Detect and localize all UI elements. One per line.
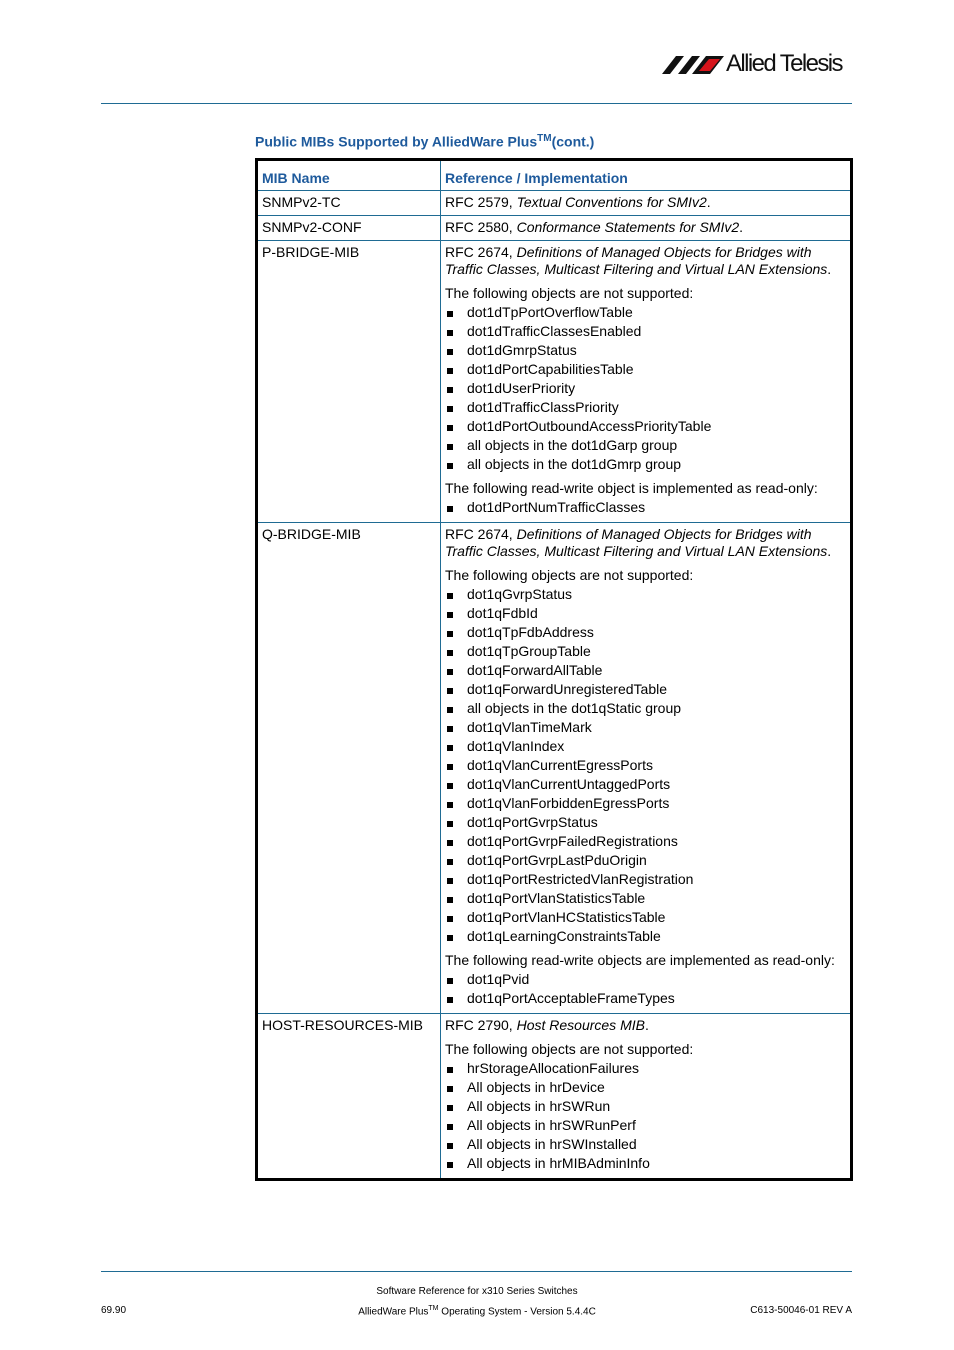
not-supported-label: The following objects are not supported: — [445, 1041, 694, 1057]
list-item: dot1qPortRestrictedVlanRegistration — [445, 871, 846, 888]
rfc-suffix: . — [739, 219, 744, 235]
logo-mark-icon — [662, 54, 724, 76]
mib-reference — [441, 191, 852, 216]
list-item: dot1dTrafficClassPriority — [445, 399, 846, 416]
rfc-title: Definitions of Managed Objects for Bridges with Traffic Classes, Multicast Filtering and Virtual LAN Extensions — [445, 244, 828, 277]
list-item: dot1qVlanForbiddenEgressPorts — [445, 795, 846, 812]
read-only-list — [445, 499, 846, 516]
table-header-row — [257, 160, 852, 191]
column-header-mib-name: MIB Name — [257, 160, 441, 191]
mib-table — [255, 158, 853, 1181]
rfc-reference — [445, 526, 846, 560]
mib-name: SNMPv2-CONF — [257, 216, 441, 241]
mib-reference — [441, 523, 852, 1014]
rfc-number: RFC 2674, — [445, 244, 517, 260]
page-number: 69.90 — [101, 1305, 127, 1316]
list-item: dot1qVlanCurrentEgressPorts — [445, 757, 846, 774]
list-item: dot1qPortVlanStatisticsTable — [445, 890, 846, 907]
list-item: All objects in hrSWRunPerf — [445, 1117, 846, 1134]
list-item: all objects in the dot1qStatic group — [445, 700, 846, 717]
mib-name: SNMPv2-TC — [257, 191, 441, 216]
list-item: dot1qFdbId — [445, 605, 846, 622]
list-item: dot1dTrafficClassesEnabled — [445, 323, 846, 340]
footer-rule — [101, 1271, 852, 1272]
list-item: dot1dTpPortOverflowTable — [445, 304, 846, 321]
rfc-title: Conformance Statements for SMIv2 — [516, 219, 740, 235]
footer-trademark: TM — [428, 1305, 439, 1312]
rfc-reference — [445, 244, 846, 278]
rfc-title: Definitions of Managed Objects for Bridges with Traffic Classes, Multicast Filtering and Virtual LAN Extensions — [445, 526, 828, 559]
mib-name: P-BRIDGE-MIB — [257, 241, 441, 523]
rfc-title: Host Resources MIB — [516, 1017, 645, 1033]
list-item: dot1qForwardAllTable — [445, 662, 846, 679]
list-item: dot1qPortGvrpFailedRegistrations — [445, 833, 846, 850]
table-row — [257, 191, 852, 216]
list-item: dot1qGvrpStatus — [445, 586, 846, 603]
rfc-reference — [445, 194, 846, 211]
list-item: dot1qPvid — [445, 971, 846, 988]
mib-reference — [441, 1014, 852, 1180]
footer-product: AlliedWare Plus — [358, 1306, 429, 1318]
table-row — [257, 523, 852, 1014]
list-item: dot1qVlanIndex — [445, 738, 846, 755]
footer-title-text: Software Reference for x310 Series Switches — [376, 1286, 578, 1297]
rfc-reference — [445, 219, 846, 236]
footer-title — [0, 1286, 954, 1297]
allied-telesis-logo — [662, 52, 854, 78]
rfc-suffix: . — [827, 543, 832, 559]
list-item: dot1qPortAcceptableFrameTypes — [445, 990, 846, 1007]
caption-text: Public MIBs Supported by AlliedWare Plus — [255, 133, 538, 150]
rfc-number: RFC 2790, — [445, 1017, 517, 1033]
list-item: dot1dPortNumTrafficClasses — [445, 499, 846, 516]
caption-suffix: (cont.) — [551, 133, 595, 150]
not-supported-list — [445, 1060, 846, 1172]
rfc-reference — [445, 1017, 846, 1034]
list-item: dot1dPortOutboundAccessPriorityTable — [445, 418, 846, 435]
list-item: dot1qLearningConstraintsTable — [445, 928, 846, 945]
list-item: dot1dPortCapabilitiesTable — [445, 361, 846, 378]
mib-reference — [441, 241, 852, 523]
logo-text: Allied Telesis — [726, 50, 842, 77]
list-item: all objects in the dot1dGarp group — [445, 437, 846, 454]
read-only-label: The following read-write objects are implemented as read-only: — [445, 952, 835, 968]
mib-name: HOST-RESOURCES-MIB — [257, 1014, 441, 1180]
column-header-reference: Reference / Implementation — [441, 160, 852, 191]
header-rule — [101, 103, 852, 104]
list-item: dot1dUserPriority — [445, 380, 846, 397]
caption-trademark: TM — [537, 133, 552, 144]
not-supported-list — [445, 304, 846, 473]
table-row — [257, 216, 852, 241]
not-supported-label: The following objects are not supported: — [445, 567, 694, 583]
list-item: All objects in hrSWRun — [445, 1098, 846, 1115]
mib-name: Q-BRIDGE-MIB — [257, 523, 441, 1014]
list-item: All objects in hrMIBAdminInfo — [445, 1155, 846, 1172]
list-item: dot1qTpGroupTable — [445, 643, 846, 660]
rfc-suffix: . — [644, 1017, 649, 1033]
list-item: All objects in hrDevice — [445, 1079, 846, 1096]
list-item: dot1qPortVlanHCStatisticsTable — [445, 909, 846, 926]
list-item: dot1qVlanTimeMark — [445, 719, 846, 736]
list-item: all objects in the dot1dGmrp group — [445, 456, 846, 473]
rfc-number: RFC 2579, — [445, 194, 517, 210]
mib-reference — [441, 216, 852, 241]
document-code: C613-50046-01 REV A — [750, 1305, 852, 1316]
read-only-label: The following read-write object is implemented as read-only: — [445, 480, 818, 496]
list-item: dot1qVlanCurrentUntaggedPorts — [445, 776, 846, 793]
table-caption — [255, 133, 594, 150]
list-item: dot1qTpFdbAddress — [445, 624, 846, 641]
read-only-list — [445, 971, 846, 1007]
list-item: dot1qForwardUnregisteredTable — [445, 681, 846, 698]
not-supported-list — [445, 586, 846, 945]
list-item: dot1dGmrpStatus — [445, 342, 846, 359]
list-item: hrStorageAllocationFailures — [445, 1060, 846, 1077]
table-row — [257, 241, 852, 523]
rfc-suffix: . — [706, 194, 711, 210]
rfc-number: RFC 2580, — [445, 219, 517, 235]
footer-os-version: Operating System - Version 5.4.4C — [438, 1306, 596, 1318]
not-supported-label: The following objects are not supported: — [445, 285, 694, 301]
list-item: dot1qPortGvrpStatus — [445, 814, 846, 831]
rfc-title: Textual Conventions for SMIv2 — [516, 194, 707, 210]
rfc-number: RFC 2674, — [445, 526, 517, 542]
rfc-suffix: . — [827, 261, 832, 277]
list-item: dot1qPortGvrpLastPduOrigin — [445, 852, 846, 869]
list-item: All objects in hrSWInstalled — [445, 1136, 846, 1153]
table-row — [257, 1014, 852, 1180]
